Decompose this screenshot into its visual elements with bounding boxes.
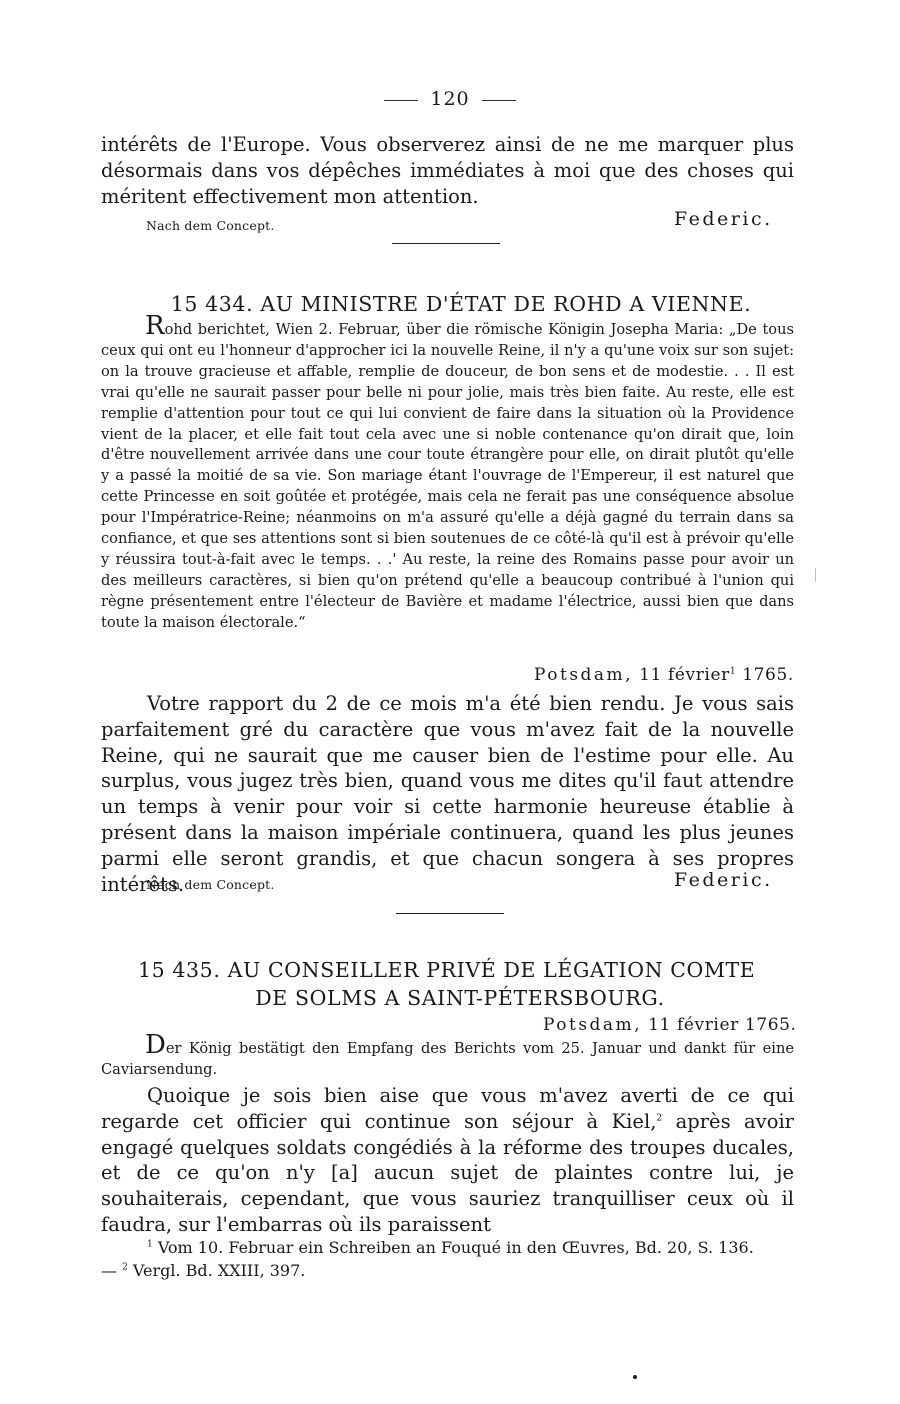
footnote-2-text: Vergl. Bd. XXIII, 397. — [132, 1261, 306, 1280]
scan-speck — [633, 1375, 637, 1379]
letter-title-15434: AU MINISTRE D'ÉTAT DE ROHD A VIENNE. — [260, 292, 752, 316]
letter-body-15435-part1: Quoique je sois bien aise que vous m'avez averti de ce qui regarde cet officier qui continue son séjour à Kiel, — [101, 1084, 794, 1133]
letter-summary-15435 — [101, 1030, 794, 1081]
continuation-paragraph: intérêts de l'Europe. Vous observerez ainsi de ne me marquer plus désormais dans vos dépêches immédiates à moi que des choses qui méritent effectivement mon attention. — [101, 133, 794, 208]
footnote-2 — [101, 1259, 801, 1282]
section-rule-1 — [392, 243, 500, 244]
scan-mark — [815, 568, 816, 582]
dateline-date-15434: 11 février — [639, 665, 730, 685]
dateline-15434 — [534, 665, 794, 685]
page-number-dash-left — [384, 100, 418, 101]
body-footnote-mark: 2 — [656, 1113, 663, 1124]
dateline-15435 — [543, 1015, 797, 1035]
footnote-1-text: Vom 10. Februar ein Schreiben an Fouqué in den Œuvres, Bd. 20, S. 136. — [157, 1238, 754, 1257]
page-number — [0, 88, 900, 110]
signature-top: Federic. — [674, 208, 773, 230]
letter-number-15434: 15 434. — [170, 292, 254, 316]
letter-summary-15434 — [101, 311, 794, 634]
letter-body-15434: Votre rapport du 2 de ce mois m'a été bien rendu. Je vous sais parfaitement gré du caractère que vous m'avez fait de la nouvelle Reine, qui ne saurait que me causer bien de l'estime pour elle. Au surplus, vous jugez très bien, quand vous me dites qu'il faut attendre un temps à venir pour voir si cette harmonie heureuse établie à présent dans la maison impériale continuera, quand les plus jeunes parmi elle seront grandis, et que chacun songera à ses propres intérêts. — [101, 692, 794, 896]
dateline-date-15435: 11 février 1765. — [648, 1015, 797, 1035]
concept-note-top: Nach dem Concept. — [146, 218, 275, 233]
footnote-1 — [101, 1236, 801, 1259]
footnote-1-mark: 1 — [147, 1239, 153, 1250]
page-number-dash-right — [482, 100, 516, 101]
section-rule-2 — [396, 913, 504, 914]
letter-heading-15435 — [138, 956, 858, 984]
footnotes — [101, 1236, 801, 1282]
summary-text-15434: ohd berichtet, Wien 2. Februar, über die römische Königin Josepha Maria: „De tous ceux qui ont eu l'honneur d'approcher ici la nouvelle Reine, il n'y a qu'une voix sur son sujet: on la trouve gracieuse et affable, remplie de douceur, de bon sens et de modestie. . . Il est vrai qu'elle ne saurait passer pour belle ni pour jolie, mais très bien faite. Au reste, elle est remplie d'attention pour tout ce qui lui convient de faire dans la situation où la Providence vient de la placer, et elle fait tout cela avec une si noble contenance qu'on dirait que, loin d'être nouvellement arrivée dans une cour toute étrangère pour elle, on dirait plutôt qu'elle y a passé la moitié de sa vie. Son mariage étant l'ouvrage de l'Empereur, il est naturel que cette Princesse en soit goûtée et protégée, mais cela ne ferait pas une conséquence absolue pour l'Impératrice-Reine; néanmoins on m'a assuré qu'elle a déjà gagné du terrain dans sa confiance, et que ses attentions sont si bien soutenues de ce côté-là qu'il est à prévoir qu'elle y réussira tout-à-fait avec le temps. . .' Au reste, la reine des Romains passe pour avoir un des meilleurs caractères, si bien qu'on prétend qu'elle a beaucoup contribué à l'union qui règne présentement entre l'électeur de Bavière et madame l'électrice, aussi bien que dans toute la maison électorale.“ — [101, 321, 794, 631]
summary-initial-15435: D — [145, 1030, 166, 1060]
concept-note-15434: Nach dem Concept. — [146, 877, 275, 892]
summary-text-15435: er König bestätigt den Empfang des Berichts vom 25. Januar und dankt für eine Caviarsendung. — [101, 1040, 794, 1078]
letter-title-15435-line2: DE SOLMS A SAINT-PÉTERSBOURG. — [255, 986, 665, 1010]
dateline-place-15435: Potsdam, — [543, 1015, 643, 1035]
dateline-year-15434: 1765. — [742, 665, 794, 685]
letter-number-15435: 15 435. — [138, 958, 221, 982]
letter-body-15435 — [101, 1083, 794, 1238]
letter-heading-15434 — [101, 290, 821, 318]
letter-title-15435-line1: AU CONSEILLER PRIVÉ DE LÉGATION COMTE — [227, 958, 756, 982]
summary-initial-15434: R — [145, 311, 165, 341]
signature-15434: Federic. — [674, 869, 773, 891]
page-number-text: 120 — [430, 88, 470, 110]
dateline-place-15434: Potsdam, — [534, 665, 634, 685]
dateline-footnote-mark: 1 — [729, 666, 737, 677]
footnote-separator: — — [101, 1261, 117, 1280]
footnote-2-mark: 2 — [122, 1262, 128, 1273]
letter-body-15435-part2: après avoir engagé quelques soldats congédiés à la réforme des troupes ducales, et de ce qu'on n'y [a] aucun sujet de plaintes contre lui, je souhaiterais, cependant, que vous sauriez tranquilliser ceux où il faudra, sur l'embarras où ils paraissent — [101, 1109, 794, 1236]
